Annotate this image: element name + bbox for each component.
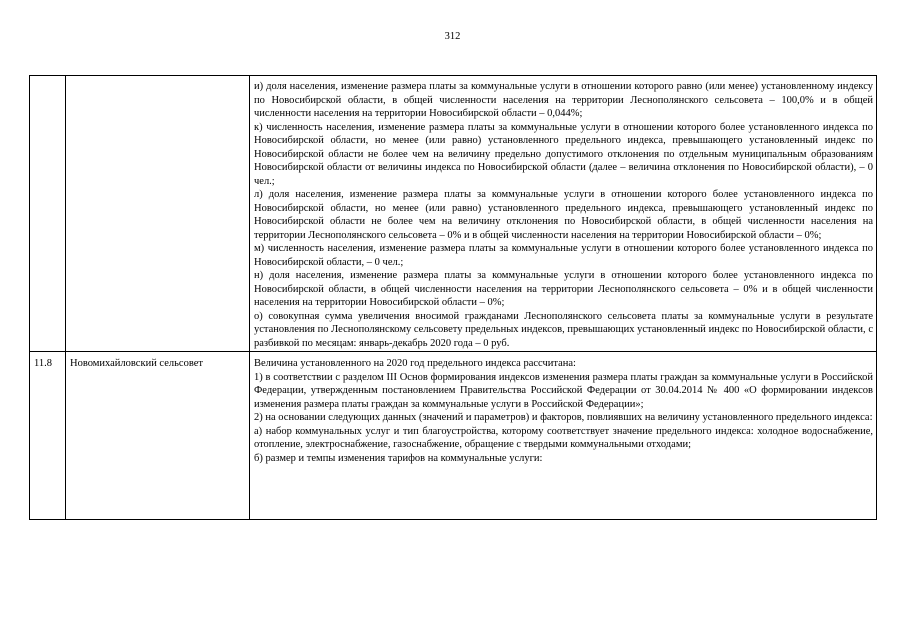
description-cell [250,352,877,520]
table-row [30,352,877,520]
paragraph: л) доля населения, изменение размера платы за коммунальные услуги в отношении которого более установленного индекса по Новосибирской области, но менее (или равно) установленного предельного индекса, превышающего установленный индекс по Новосибирской области не более чем на величину отклонения по Новосибирской области, в общей численности населения на территории Леснополянского сельсовета – 0% и в общей численности населения на территории Новосибирской области – 0%; [254,189,873,241]
paragraph: о) совокупная сумма увеличения вносимой гражданами Леснополянского сельсовета платы за коммунальные услуги в результате установления по Леснополянскому сельсовету предельных индексов, превышающих установленный индекс по Новосибирской области, с разбивкой по месяцам: январь-декабрь 2020 года – 0 руб. [254,310,873,349]
paragraph: и) доля населения, изменение размера платы за коммунальные услуги в отношении которого равно (или менее) установленному индексу по Новосибирской области, в общей численности населения на территории Леснополянского сельсовета – 100,0% и в общей численности населения на территории Новосибирской области – 0,044%; [254,81,873,119]
municipality-cell: Новомихайловский сельсовет [66,352,250,520]
description-cell [250,76,877,352]
paragraph: н) доля населения, изменение размера платы за коммунальные услуги в отношении которого более установленного индекса по Новосибирской области, в общей численности населения на территории Леснополянского сельсовета – 0% и в общей численности населения на территории Новосибирской области – 0%; [254,270,873,308]
row-number-cell [30,76,66,352]
paragraph: к) численность населения, изменение размера платы за коммунальные услуги в отношении которого более установленного индекса по Новосибирской области, но менее (или равно) установленного предельного индекса, превышающего установленный индекс по Новосибирской области не более чем на величину предельно допустимого отклонения по отдельным муниципальным образованиям Новосибирской области от величины индекса по Новосибирской области (далее – величина отклонения по Новосибирской области), – 0 чел.; [254,121,873,187]
document-table [29,75,877,520]
paragraph: а) набор коммунальных услуг и тип благоустройства, которому соответствует значение предельного индекса: холодное водоснабжение, отопление, электроснабжение, газоснабжение, обращение с твердыми коммунальными отходами; [254,425,873,450]
paragraph: м) численность населения, изменение размера платы за коммунальные услуги в отношении которого более установленного индекса по Новосибирской области, – 0 чел.; [254,243,873,268]
row-number-cell: 11.8 [30,352,66,520]
paragraph: 2) на основании следующих данных (значений и параметров) и факторов, повлиявших на величину установленного предельного индекса: [254,412,873,423]
paragraph: б) размер и темпы изменения тарифов на коммунальные услуги: [254,452,543,464]
paragraph: 1) в соответствии с разделом III Основ формирования индексов изменения размера платы граждан за коммунальные услуги в Российской Федерации, утвержденным постановлением Правительства Российской Федерации от 30.04.2014 № 400 «О формировании индексов изменения размера платы граждан за коммунальные услуги в Российской Федерации»; [254,371,873,410]
table-row [30,76,877,352]
page-number: 312 [444,31,461,42]
paragraph: Величина установленного на 2020 год предельного индекса рассчитана: [254,358,576,369]
municipality-cell [66,76,250,352]
